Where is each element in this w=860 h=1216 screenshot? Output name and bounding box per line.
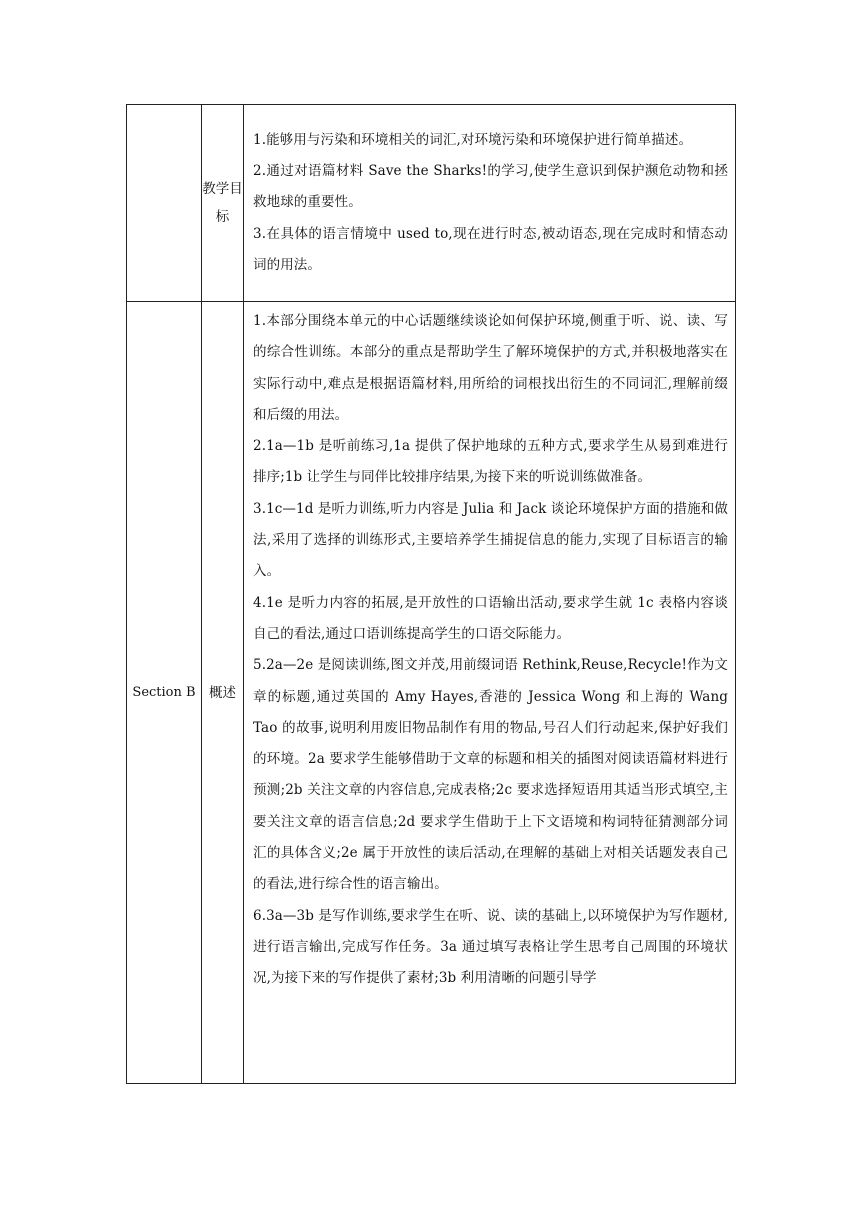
objective-item: 1.能够用与污染和环境相关的词汇,对环境污染和环境保护进行简单描述。 [253, 131, 693, 148]
overview-item: 6.3a—3b 是写作训练,要求学生在听、说、读的基础上,以环境保护为写作题材,进行语言输出,完成写作任务。3a 通过填写表格让学生思考自己周围的环境状况,为接下来的写作提供了素材;3b 利用清晰的问题引导学 [253, 907, 728, 987]
overview-content [244, 302, 736, 1084]
section-label: Section B [127, 302, 202, 1084]
overview-item: 4.1e 是听力内容的拓展,是开放性的口语输出活动,要求学生就 1c 表格内容谈自己的看法,通过口语训练提高学生的口语交际能力。 [253, 594, 728, 642]
objectives-content [244, 105, 736, 302]
section-cell [127, 105, 202, 302]
row-label-objectives: 教学目标 [202, 105, 244, 302]
overview-item: 3.1c—1d 是听力训练,听力内容是 Julia 和 Jack 谈论环境保护方面的措施和做法,采用了选择的训练形式,主要培养学生捕捉信息的能力,实现了目标语言的输入。 [253, 500, 728, 580]
table-row-overview [127, 302, 736, 1084]
overview-item: 1.本部分围绕本单元的中心话题继续谈论如何保护环境,侧重于听、说、读、写的综合性训练。本部分的重点是帮助学生了解环境保护的方式,并积极地落实在实际行动中,难点是根据语篇材料,用所给的词根找出衍生的不同词汇,理解前缀和后缀的用法。 [253, 313, 728, 423]
objective-item: 2.通过对语篇材料 Save the Sharks!的学习,使学生意识到保护濒危动物和拯救地球的重要性。 [253, 163, 728, 211]
lesson-plan-table [126, 104, 736, 1084]
row-label-overview: 概述 [202, 302, 244, 1084]
overview-item: 5.2a—2e 是阅读训练,图文并茂,用前缀词语 Rethink,Reuse,Recycle!作为文章的标题,通过英国的 Amy Hayes,香港的 Jessica Wong 和上海的 Wang Tao 的故事,说明利用废旧物品制作有用的物品,号召人们行动起来,保护好我们的环境。2a 要求学生能够借助于文章的标题和相关的插图对阅读语篇材料进行预测;2b 关注文章的内容信息,完成表格;2c 要求选择短语用其适当形式填空,主要关注文章的语言信息;2d 要求学生借助于上下文语境和构词特征猜测部分词汇的具体含义;2e 属于开放性的读后活动,在理解的基础上对相关话题发表自己的看法,进行综合性的语言输出。 [253, 657, 728, 893]
table-row-objectives [127, 105, 736, 302]
objective-item: 3.在具体的语言情境中 used to,现在进行时态,被动语态,现在完成时和情态动词的用法。 [253, 225, 728, 273]
overview-item: 2.1a—1b 是听前练习,1a 提供了保护地球的五种方式,要求学生从易到难进行排序;1b 让学生与同伴比较排序结果,为接下来的听说训练做准备。 [253, 438, 728, 486]
